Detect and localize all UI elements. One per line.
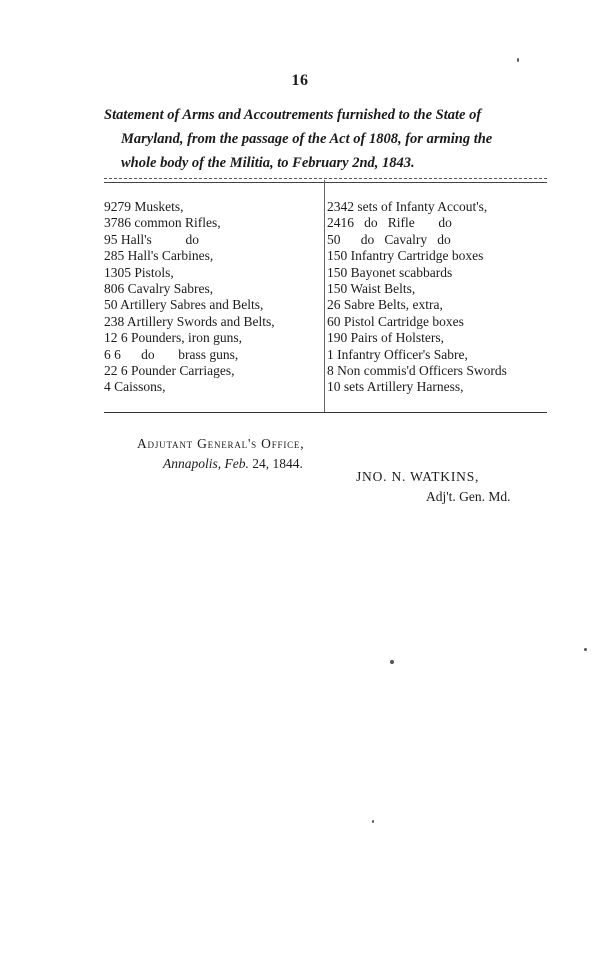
date-month: Feb. [224, 456, 249, 471]
accoutrement-item: 50 do Cavalry do [327, 231, 451, 247]
accoutrement-item: 2342 sets of Infanty Accout's, [327, 199, 488, 214]
accoutrement-item: 190 Pairs of Holsters, [327, 330, 444, 346]
column-divider [324, 180, 325, 412]
arms-list [104, 199, 322, 396]
city: Annapolis, [163, 456, 222, 471]
arms-item: 50 Artillery Sabres and Belts, [104, 297, 264, 313]
title-line-3: whole body of the Militia, to February 2nd, 1843. [121, 155, 415, 171]
accoutrement-item: 150 Bayonet scabbards [327, 264, 453, 280]
arms-item: 9279 Muskets, [104, 199, 184, 214]
accoutrements-list [327, 199, 552, 396]
top-rule [104, 182, 547, 183]
arms-item: 22 6 Pounder Carriages, [104, 362, 235, 378]
page-number: 16 [291, 72, 309, 89]
arms-item: 6 6 do brass guns, [104, 346, 239, 362]
office-name: Adjutant General's Office, [137, 436, 305, 451]
bottom-rule [104, 412, 547, 413]
place-and-date [163, 456, 303, 472]
signer-title: Adj't. Gen. Md. [426, 489, 511, 504]
arms-item: 806 Cavalry Sabres, [104, 280, 214, 296]
statement-title [104, 103, 554, 175]
accoutrement-item: 150 Infantry Cartridge boxes [327, 248, 484, 264]
arms-item: 238 Artillery Swords and Belts, [104, 313, 275, 329]
accoutrement-item: 8 Non commis'd Officers Swords [327, 362, 507, 378]
ink-speck [372, 820, 374, 823]
ink-speck [584, 648, 587, 651]
accoutrement-item: 2416 do Rifle do [327, 215, 452, 231]
arms-item: 95 Hall's do [104, 231, 200, 247]
arms-item: 1305 Pistols, [104, 264, 174, 280]
title-line-2: Maryland, from the passage of the Act of 1808, for arming the [121, 131, 493, 147]
arms-item: 3786 common Rifles, [104, 215, 221, 231]
date-rest: 24, 1844. [252, 456, 303, 471]
arms-item: 4 Caissons, [104, 379, 166, 395]
accoutrement-item: 10 sets Artillery Harness, [327, 379, 464, 395]
accoutrement-item: 1 Infantry Officer's Sabre, [327, 346, 468, 362]
ink-speck [390, 660, 394, 664]
ink-speck [517, 58, 519, 62]
accoutrement-item: 60 Pistol Cartridge boxes [327, 313, 464, 329]
top-rule-dashed [104, 178, 547, 179]
title-line-1: Statement of Arms and Accoutrements furnished to the State of [104, 107, 482, 123]
accoutrement-item: 150 Waist Belts, [327, 280, 416, 296]
signer-name: JNO. N. WATKINS, [356, 469, 480, 484]
arms-item: 12 6 Pounders, iron guns, [104, 330, 242, 346]
arms-item: 285 Hall's Carbines, [104, 248, 214, 264]
accoutrement-item: 26 Sabre Belts, extra, [327, 297, 443, 313]
